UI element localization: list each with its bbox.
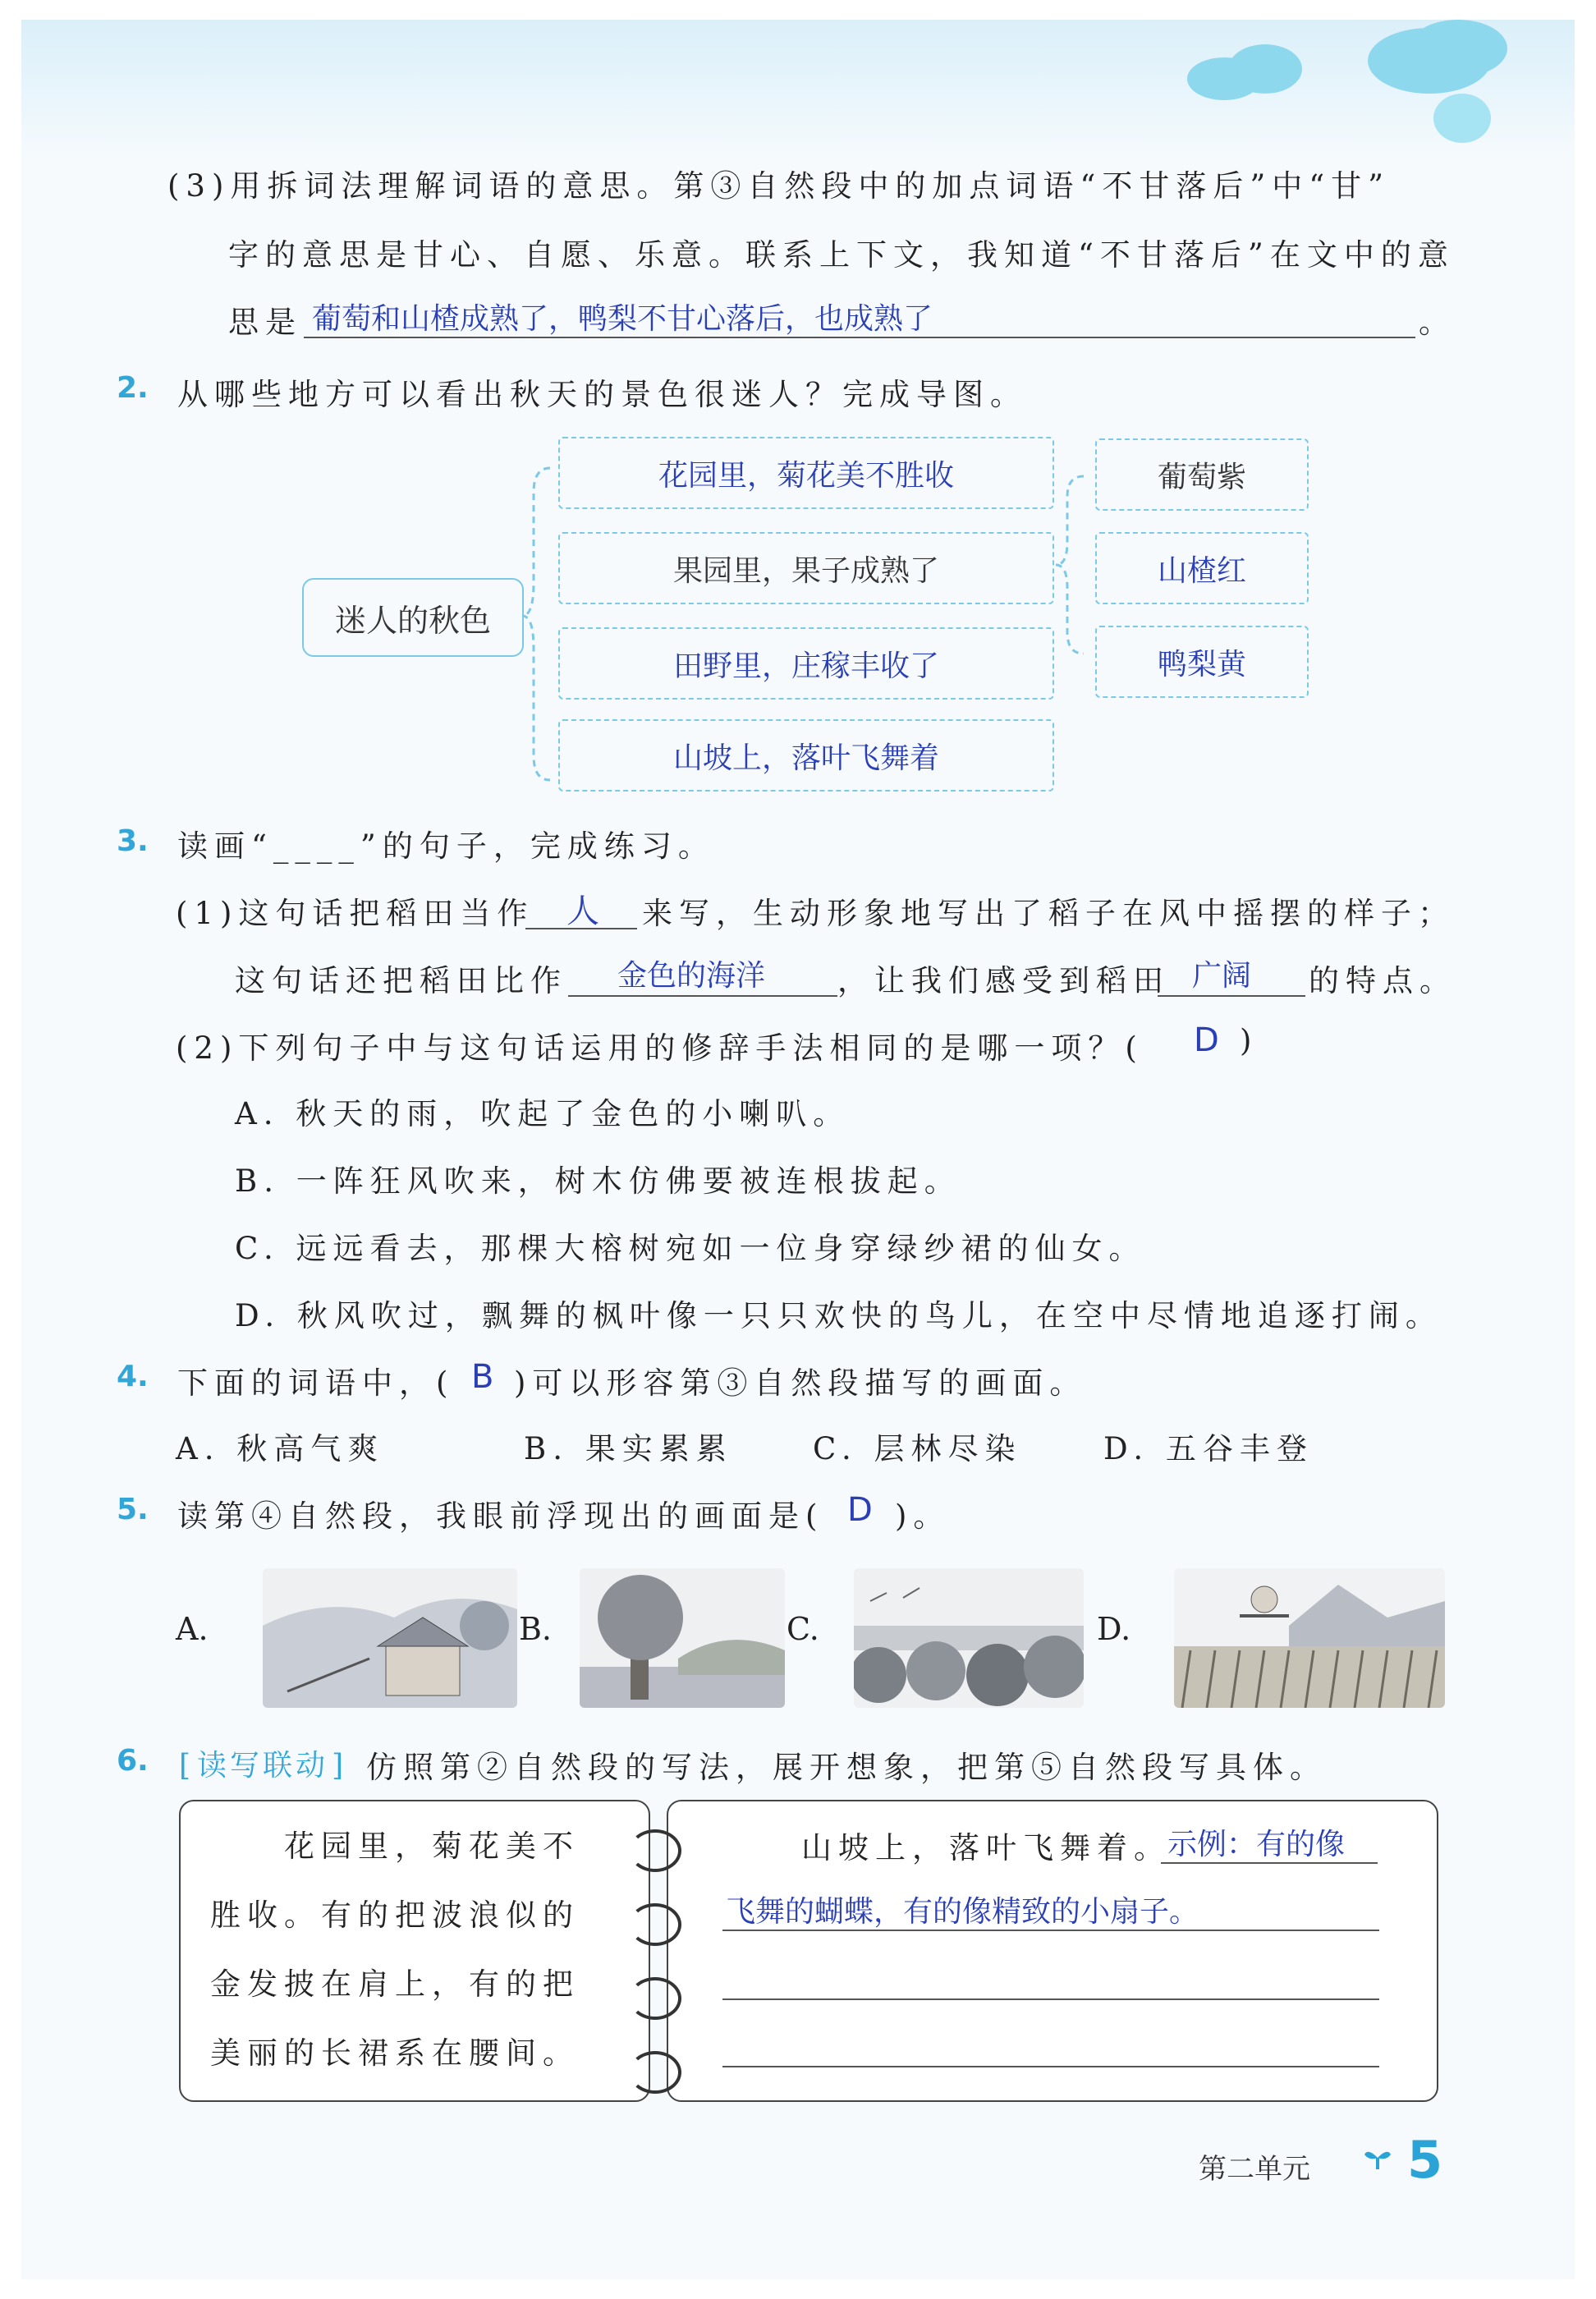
q4-text-a: 下面的词语中，( (177, 1365, 455, 1401)
picture-a-farmhouse (263, 1568, 517, 1708)
flower-icon (1433, 94, 1491, 143)
q3-prompt: 读画“____”的句子，完成练习。 (177, 828, 715, 864)
mindmap-right-2: 山楂红 (1095, 532, 1309, 604)
model-line-2: 胜收。有的把波浪似的 (210, 1897, 580, 1933)
binder-ring-icon (629, 2051, 681, 2094)
q1-3-line3-prefix: 思是 (228, 305, 302, 340)
q2-prompt: 从哪些地方可以看出秋天的景色很迷人？完成导图。 (177, 377, 1027, 412)
q4-option-a: A. 秋高气爽 (176, 1431, 385, 1466)
q1-3-line1: (3)用拆词法理解词语的意思。第③自然段中的加点词语“不甘落后”中“甘” (167, 168, 1391, 204)
q4-option-b: B. 果实累累 (524, 1431, 733, 1466)
q4-answer: B (471, 1358, 494, 1396)
q5-letter-d: D. (1097, 1611, 1131, 1647)
picture-d-scarecrow-field (1174, 1568, 1445, 1708)
cloud-icon (1409, 20, 1507, 77)
q3-option-c: C. 远远看去，那棵大榕树宛如一位身穿绿纱裙的仙女。 (235, 1231, 1146, 1266)
answer-underline (1158, 995, 1305, 997)
binder-ring-icon (629, 1829, 681, 1872)
q3-1-text-c: 这句话还把稻田比作 (235, 963, 567, 998)
model-line-1: 花园里，菊花美不 (284, 1829, 580, 1864)
q4-number: 4. (117, 1360, 149, 1393)
q1-3-line3-suffix: 。 (1419, 305, 1456, 340)
q3-1-text-a: (1)这句话把稻田当作 (176, 896, 534, 931)
q3-option-a: A. 秋天的雨，吹起了金色的小喇叭。 (235, 1096, 851, 1131)
q3-2-text-b: ) (1240, 1023, 1259, 1058)
q3-option-d: D. 秋风吹过，飘舞的枫叶像一只只欢快的鸟儿，在空中尽情地追逐打闹。 (235, 1298, 1442, 1333)
q1-3-line2: 字的意思是甘心、自愿、乐意。联系上下文，我知道“不甘落后”在文中的意 (228, 237, 1455, 273)
sprout-icon (1363, 2146, 1392, 2171)
q3-1-text-b: 来写，生动形象地写出了稻子在风中摇摆的样子； (642, 896, 1455, 931)
q5-number: 5. (117, 1493, 149, 1526)
mindmap-right-1: 葡萄紫 (1095, 438, 1309, 511)
q5-letter-a: A. (176, 1611, 209, 1647)
cloud-icon (1228, 44, 1302, 94)
q3-1-answer-3: 广阔 (1192, 959, 1252, 993)
picture-b-tree (580, 1568, 785, 1708)
footer-unit: 第二单元 (1199, 2153, 1310, 2186)
q5-letter-c: C. (787, 1611, 819, 1647)
binder-ring-icon (629, 1977, 681, 2020)
binder-ring-icon (629, 1903, 681, 1946)
q3-1-answer-2: 金色的海洋 (617, 959, 766, 993)
q6-tag: [ 读写联动 ] (179, 1742, 346, 1784)
q5-answer: D (847, 1491, 873, 1529)
q5-letter-b: B. (519, 1611, 553, 1647)
q6-number: 6. (117, 1744, 149, 1778)
q4-option-d: D. 五谷丰登 (1103, 1431, 1314, 1466)
q4-option-c: C. 层林尽染 (813, 1431, 1022, 1466)
mindmap-mid-2: 果园里，果子成熟了 (558, 532, 1054, 604)
q5-text-a: 读第④自然段，我眼前浮现出的画面是( (177, 1498, 824, 1534)
mindmap-mid-1: 花园里，菊花美不胜收 (558, 437, 1054, 509)
q3-option-b: B. 一阵狂风吹来，树木仿佛要被连根拔起。 (235, 1163, 961, 1199)
model-line-3: 金发披在肩上，有的把 (210, 1966, 580, 2002)
q3-1-answer-1: 人 (566, 893, 599, 930)
header-decoration (21, 20, 1575, 159)
q3-1-text-e: 的特点。 (1309, 963, 1456, 998)
page-number: 5 (1407, 2130, 1443, 2190)
answer-underline (568, 995, 837, 997)
q5-text-b: )。 (895, 1498, 951, 1534)
q3-1-text-d: ，让我们感受到稻田 (837, 963, 1170, 998)
writing-first-line: 山坡上，落叶飞舞着。 (801, 1830, 1171, 1865)
picture-c-orchard (854, 1568, 1084, 1708)
q1-3-answer: 葡萄和山楂成熟了，鸭梨不甘心落后，也成熟了 (312, 302, 933, 336)
q3-number: 3. (117, 824, 149, 858)
mindmap-center: 迷人的秋色 (302, 578, 524, 657)
writing-line[interactable] (722, 1998, 1379, 2000)
writing-answer-2[interactable]: 飞舞的蝴蝶，有的像精致的小扇子。 (726, 1895, 1199, 1929)
q2-number: 2. (117, 371, 149, 405)
mindmap-mid-3: 田野里，庄稼丰收了 (558, 627, 1054, 700)
mindmap-mid-4: 山坡上，落叶飞舞着 (558, 719, 1054, 792)
q3-2-text-a: (2)下列句子中与这句话运用的修辞手法相同的是哪一项？( (176, 1030, 1144, 1066)
writing-line[interactable] (722, 2066, 1379, 2067)
q4-text-b: )可以形容第③自然段描写的画面。 (514, 1365, 1087, 1401)
mindmap-right-3: 鸭梨黄 (1095, 626, 1309, 698)
writing-answer-1[interactable]: 示例：有的像 (1167, 1828, 1346, 1861)
q6-prompt: 仿照第②自然段的写法，展开想象，把第⑤自然段写具体。 (366, 1750, 1327, 1785)
q3-2-answer: D (1194, 1021, 1219, 1059)
model-line-4: 美丽的长裙系在腰间。 (210, 2035, 580, 2071)
